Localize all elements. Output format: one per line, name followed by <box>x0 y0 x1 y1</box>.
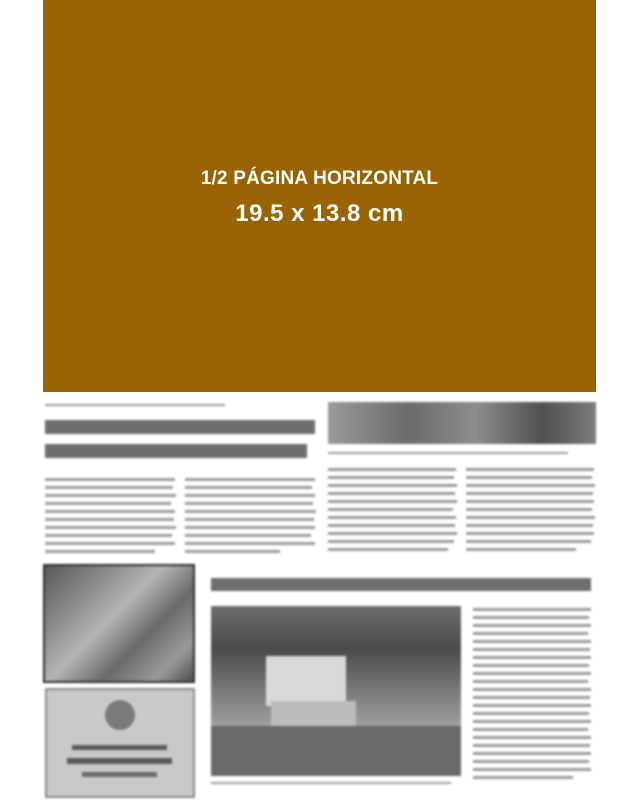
ad-size-label: 19.5 x 13.8 cm <box>235 200 404 227</box>
article-headline-bar <box>211 578 591 591</box>
headline-bar-2 <box>45 444 307 458</box>
top-photo <box>328 402 596 444</box>
newspaper-preview <box>43 392 596 800</box>
main-photo-caption <box>211 782 451 784</box>
ad-placeholder-block <box>43 0 596 392</box>
ad-format-label: 1/2 PÁGINA HORIZONTAL <box>200 168 439 189</box>
left-photo-1 <box>43 564 195 683</box>
photo-caption-line <box>328 452 568 454</box>
left-photo-2 <box>45 688 195 798</box>
headline-bar-1 <box>45 420 315 434</box>
main-photo <box>211 606 461 776</box>
kicker-line <box>45 404 225 406</box>
